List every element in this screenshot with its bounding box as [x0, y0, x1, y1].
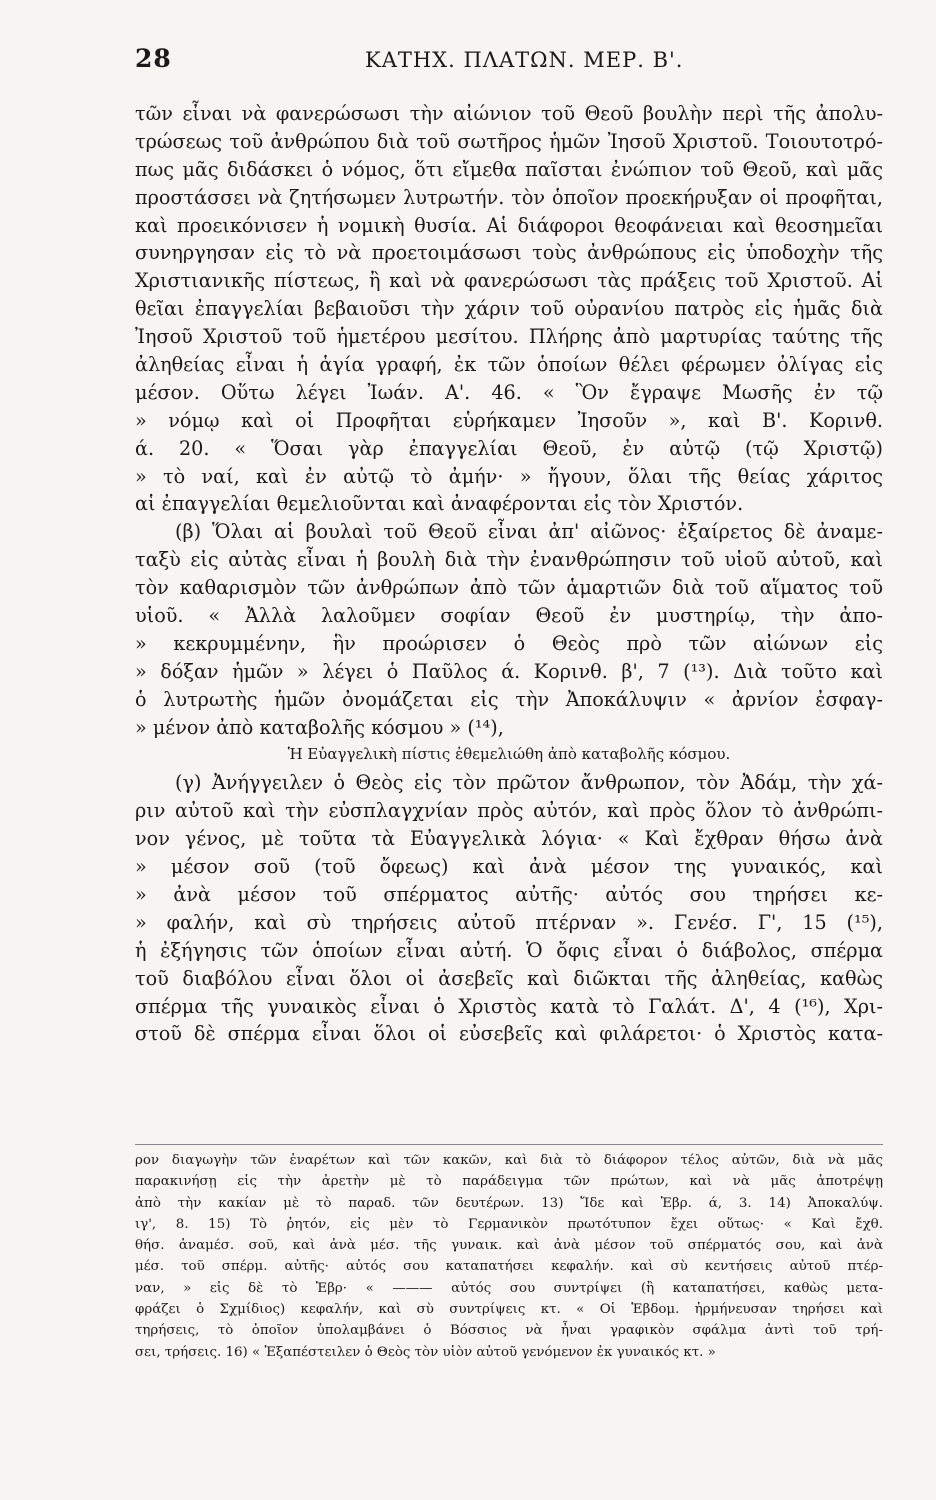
- text-line: υἱοῦ. « Ἀλλὰ λαλοῦμεν σοφίαν Θεοῦ ἐν μυστηρίῳ, τὴν ἀπο-: [135, 604, 883, 628]
- footnote-line: ρον διαγωγὴν τῶν ἐναρέτων καὶ τῶν κακῶν, καὶ διὰ τὸ διάφορον τέλος αὐτῶν, διὰ νὰ μᾶς: [135, 1153, 883, 1168]
- text-line: πως μᾶς διδάσκει ὁ νόμος, ὅτι εἴμεθα παῖσται ἐνώπιον τοῦ Θεοῦ, καὶ μᾶς: [135, 157, 883, 181]
- text-line: προστάσσει νὰ ζητήσωμεν λυτρωτήν. τὸν ὁποῖον προεκήρυξαν οἱ προφῆται,: [135, 185, 883, 209]
- text-line: Χριστιανικῆς πίστεως, ἢ καὶ νὰ φανερώσωσι τὰς πράξεις τοῦ Χριστοῦ. Αἱ: [135, 269, 883, 293]
- text-line: τρώσεως τοῦ ἀνθρώπου διὰ τοῦ σωτῆρος ἡμῶν Ἰησοῦ Χριστοῦ. Τοιουτοτρό-: [135, 129, 883, 153]
- text-line: ταξὺ εἰς αὐτὰς εἶναι ἡ βουλὴ διὰ τὴν ἐνανθρώπησιν τοῦ υἱοῦ αὐτοῦ, καὶ: [135, 548, 883, 572]
- text-line: θεῖαι ἐπαγγελίαι βεβαιοῦσι τὴν χάριν τοῦ οὐρανίου πατρὸς εἰς ἡμᾶς διὰ: [135, 297, 883, 321]
- text-line: νον γένος, μὲ τοῦτα τὰ Εὐαγγελικὰ λόγια· « Καὶ ἔχθραν θήσω ἀνὰ: [135, 827, 883, 851]
- text-line: στοῦ δὲ σπέρμα εἶναι ὅλοι οἱ εὐσεβεῖς καὶ φιλάρετοι· ὁ Χριστὸς κατα-: [135, 1022, 883, 1046]
- section-caption: Ἡ Εὐαγγελικὴ πίστις ἐθεμελιώθη ἀπὸ καταβολῆς κόσμου.: [287, 745, 731, 764]
- page-number: 28: [135, 44, 172, 73]
- text-line: » φαλήν, καὶ σὺ τηρήσεις αὐτοῦ πτέρναν ». Γενέσ. Γ', 15 (¹⁵),: [135, 910, 883, 934]
- text-line: καὶ προεικόνισεν ἡ νομικὴ θυσία. Αἱ διάφοροι θεοφάνειαι καὶ θεοσημεῖαι: [135, 213, 883, 237]
- footnotes: [135, 1144, 883, 1363]
- paragraph-gamma-start: (γ) Ἀνήγγειλεν ὁ Θεὸς εἰς τὸν πρῶτον ἄνθρωπον, τὸν Ἀδάμ, τὴν χά-: [175, 771, 883, 795]
- paragraph-beta-start: (β) Ὅλαι αἱ βουλαὶ τοῦ Θεοῦ εἶναι ἀπ' αἰῶνος· ἐξαίρετος δὲ ἀναμε-: [175, 520, 883, 544]
- footnote-line: ιγ', 8. 15) Τὸ ῥητόν, εἰς μὲν τὸ Γερμανικὸν πρωτότυπον ἔχει οὕτως· « Καὶ ἔχθ.: [135, 1216, 883, 1232]
- text-line: » τὸ ναί, καὶ ἐν αὐτῷ τὸ ἀμήν· » ἤγουν, ὅλαι τῆς θείας χάριτος: [135, 464, 883, 488]
- text-line: τῶν εἶναι νὰ φανερώσωσι τὴν αἰώνιον τοῦ Θεοῦ βουλὴν περὶ τῆς ἀπολυ-: [135, 102, 883, 125]
- text-line: τὸν καθαρισμὸν τῶν ἀνθρώπων ἀπὸ τῶν ἁμαρτιῶν διὰ τοῦ αἵματος τοῦ: [135, 576, 883, 600]
- text-line: » μέσον σοῦ (τοῦ ὄφεως) καὶ ἀνὰ μέσον της γυναικός, καὶ: [135, 855, 883, 879]
- text-line: συνηργησαν εἰς τὸ νὰ προετοιμάσωσι τοὺς ἀνθρώπους εἰς ὑποδοχὴν τῆς: [135, 241, 883, 265]
- text-line: ἀληθείας εἶναι ἡ ἁγία γραφή, ἐκ τῶν ὁποίων θέλει φέρωμεν ὀλίγας εἰς: [135, 353, 883, 377]
- footnote-line: θήσ. ἀναμέσ. σοῦ, καὶ ἀνὰ μέσ. τῆς γυναικ. καὶ ἀνὰ μέσον τοῦ σπέρματός σου, καὶ ἀνὰ: [135, 1238, 883, 1254]
- text-line: ἡ ἐξήγησις τῶν ὁποίων εἶναι αὐτή. Ὁ ὄφις εἶναι ὁ διάβολος, σπέρμα: [135, 938, 883, 962]
- footnote-line: ναν, » εἰς δὲ τὸ Ἑβρ· « ——— αὐτός σου συντρίψει (ἢ καταπατήσει, καθὼς μετα-: [135, 1280, 883, 1296]
- text-line: ὁ λυτρωτὴς ἡμῶν ὀνομάζεται εἰς τὴν Ἀποκάλυψιν « ἀρνίον ἐσφαγ-: [135, 687, 883, 711]
- text-line: ριν αὐτοῦ καὶ τὴν εὐσπλαγχνίαν πρὸς αὐτόν, καὶ πρὸς ὅλον τὸ ἀνθρώπι-: [135, 799, 883, 823]
- text-line: τοῦ διαβόλου εἶναι ὅλοι οἱ ἀσεβεῖς καὶ διῶκται τῆς ἀληθείας, καθὼς: [135, 966, 883, 990]
- running-head: ΚΑΤΗΧ. ΠΛΑΤΩΝ. ΜΕΡ. Β'.: [365, 48, 684, 72]
- main-text: [135, 100, 883, 1048]
- footnote-line: τηρήσεις, τὸ ὁποῖον ὑπολαμβάνει ὁ Βόσσιος νὰ ἦναι γραφικὸν σφάλμα ἀντὶ τοῦ τρή-: [135, 1323, 883, 1339]
- text-line: μέσον. Οὕτω λέγει Ἰωάν. Α'. 46. « Ὃν ἔγραψε Μωσῆς ἐν τῷ: [135, 380, 883, 404]
- footnote-line: φράζει ὁ Σχμίδιος) κεφαλήν, καὶ σὺ συντρίψεις κτ. « Οἱ Ἑβδομ. ἡρμήνευσαν τηρήσει καὶ: [135, 1302, 883, 1318]
- text-line: » δόξαν ἡμῶν » λέγει ὁ Παῦλος ά. Κορινθ. β', 7 (¹³). Διὰ τοῦτο καὶ: [135, 659, 883, 683]
- text-line: ά. 20. « Ὅσαι γὰρ ἐπαγγελίαι Θεοῦ, ἐν αὐτῷ (τῷ Χριστῷ): [135, 436, 883, 460]
- text-line: σπέρμα τῆς γυναικὸς εἶναι ὁ Χριστὸς κατὰ τὸ Γαλάτ. Δ', 4 (¹⁶), Χρι-: [135, 994, 883, 1018]
- text-line: αἱ ἐπαγγελίαι θεμελιοῦνται καὶ ἀναφέρονται εἰς τὸν Χριστόν.: [135, 492, 744, 516]
- footnote-line: ἀπὸ τὴν κακίαν μὲ τὸ παραδ. τῶν δευτέρων. 13) Ἴδε καὶ Ἑβρ. ά, 3. 14) Ἀποκαλύψ.: [135, 1195, 883, 1211]
- text-line: » νόμῳ καὶ οἱ Προφῆται εὑρήκαμεν Ἰησοῦν », καὶ Β'. Κορινθ.: [135, 408, 883, 432]
- footnote-line: μέσ. τοῦ σπέρμ. αὐτῆς· αὐτός σου καταπατήσει κεφαλήν. καὶ σὺ κεντήσεις αὐτοῦ πτέρ-: [135, 1259, 883, 1275]
- text-line: » μένον ἀπὸ καταβολῆς κόσμου » (¹⁴),: [135, 715, 504, 739]
- text-line: » ἀνὰ μέσον τοῦ σπέρματος αὐτῆς· αὐτός σου τηρήσει κε-: [135, 882, 883, 906]
- footnote-line: παρακινήσῃ εἰς τὴν ἀρετὴν μὲ τὸ παράδειγμα τῶν πρώτων, καὶ νὰ μᾶς ἀποτρέψῃ: [135, 1174, 883, 1190]
- text-line: » κεκρυμμένην, ἣν προώρισεν ὁ Θεὸς πρὸ τῶν αἰώνων εἰς: [135, 631, 883, 655]
- text-line: Ἰησοῦ Χριστοῦ τοῦ ἡμετέρου μεσίτου. Πλήρης ἀπὸ μαρτυρίας ταύτης τῆς: [135, 325, 883, 349]
- page-header: [135, 44, 880, 84]
- footnote-line: σει, τρήσεις. 16) « Ἐξαπέστειλεν ὁ Θεὸς τὸν υἱὸν αὐτοῦ γενόμενον ἐκ γυναικός κτ. »: [135, 1344, 716, 1360]
